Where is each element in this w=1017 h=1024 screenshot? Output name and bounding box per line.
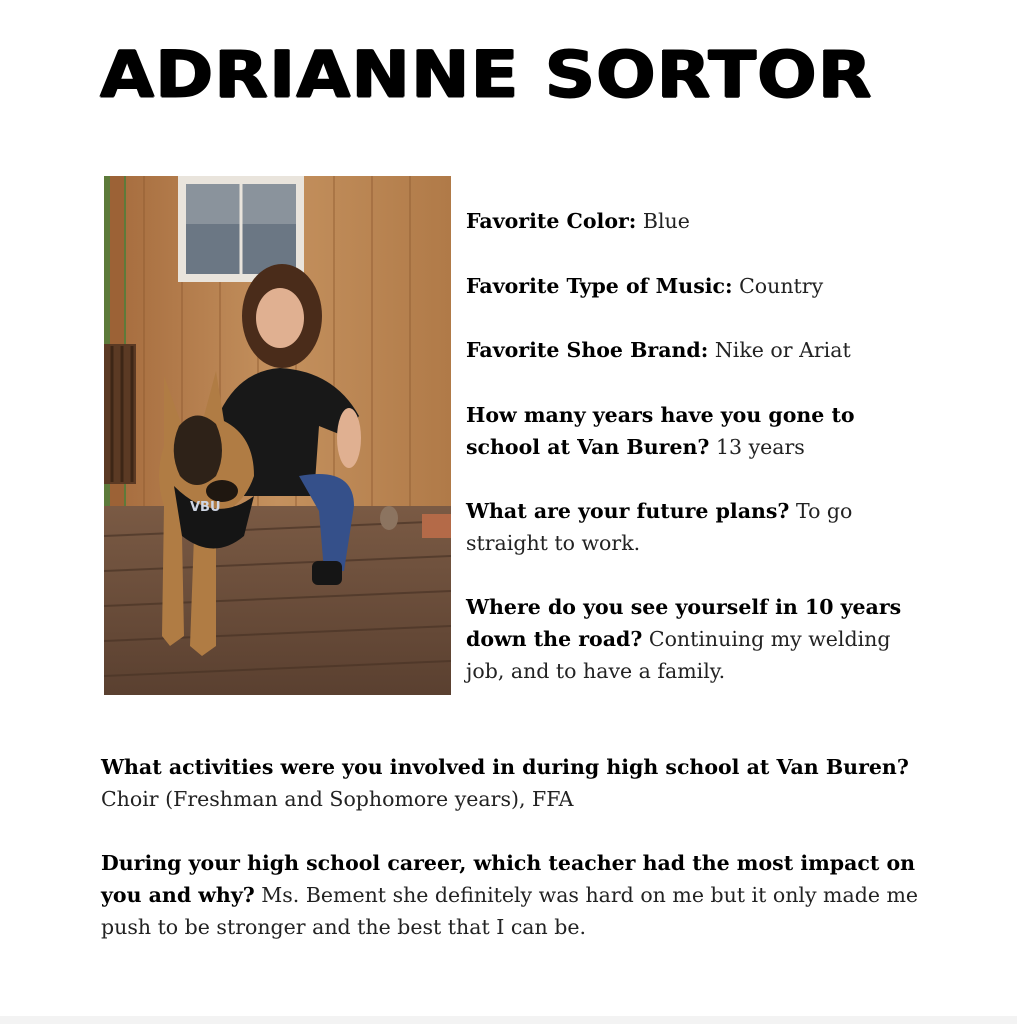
answer: To go straight to work. (466, 499, 853, 555)
page-bottom-band (0, 1016, 1017, 1024)
years-at-van-buren (466, 399, 926, 463)
impactful-teacher (101, 847, 921, 943)
answer: 13 years (715, 435, 805, 459)
profile-photo-illustration (104, 176, 451, 695)
favorite-music (466, 270, 926, 302)
answer: Ms. Bement she definitely was hard on me but it only made me push to be stronger and the best that I can be. (101, 883, 919, 939)
question: Favorite Color: (466, 209, 637, 233)
answer: Continuing my welding job, and to have a family. (466, 627, 891, 683)
page-title: ADRIANNE SORTOR (100, 36, 873, 113)
ten-years-ahead (466, 591, 926, 687)
profile-photo (104, 176, 451, 695)
answer: Nike or Ariat (714, 338, 851, 362)
question: What are your future plans? (466, 499, 790, 523)
future-plans (466, 495, 926, 559)
question: During your high school career, which teacher had the most impact on you and why? (101, 851, 916, 907)
answer: Blue (642, 209, 690, 233)
svg-text:VBU: VBU (190, 500, 221, 515)
question: Favorite Shoe Brand: (466, 338, 709, 362)
question: What activities were you involved in during high school at Van Buren? (101, 755, 909, 779)
favorite-color (466, 205, 926, 237)
answer: Country (739, 274, 824, 298)
question: How many years have you gone to school at Van Buren? (466, 403, 855, 459)
answer: Choir (Freshman and Sophomore years), FFA (101, 787, 574, 811)
question: Where do you see yourself in 10 years down the road? (466, 595, 902, 651)
question: Favorite Type of Music: (466, 274, 733, 298)
favorite-shoe-brand (466, 334, 926, 366)
high-school-activities (101, 751, 921, 815)
